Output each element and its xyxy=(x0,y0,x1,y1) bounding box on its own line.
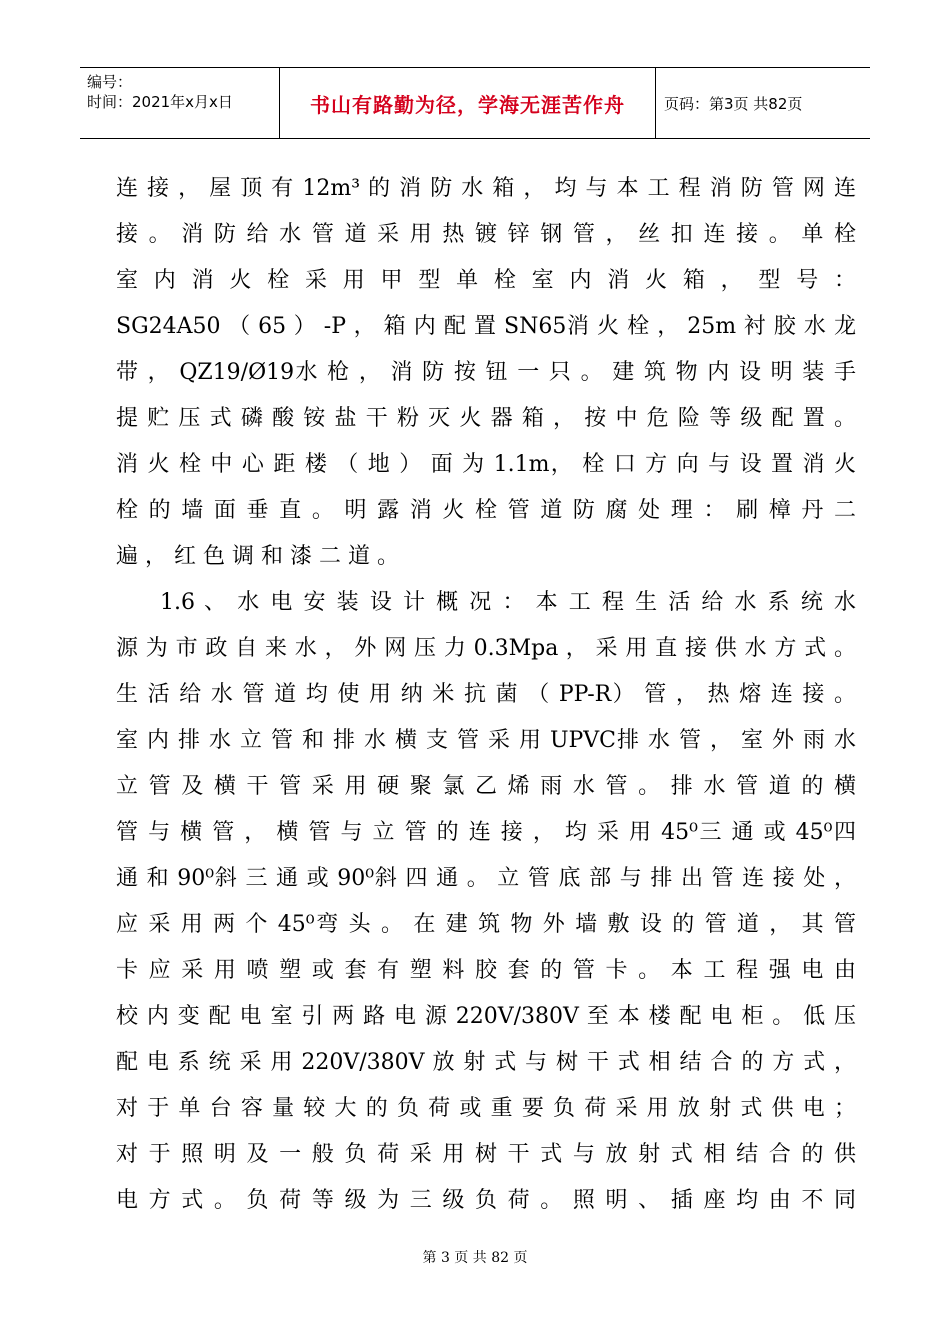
header-page-info: 页码：第3页 共82页 xyxy=(664,94,803,113)
body-line: 带 ， QZ19/Ø19水 枪 ， 消 防 按 钮 一 只 。 建 筑 物 内 设 明 装 手 xyxy=(116,360,856,385)
body-line: 提 贮 压 式 磷 酸 铵 盐 干 粉 灭 火 器 箱 ， 按 中 危 险 等 级 配 置 。 xyxy=(116,406,856,431)
body-line: 配 电 系 统 采 用 220V/380V 放 射 式 与 树 干 式 相 结 合 的 方 式 ， xyxy=(116,1050,856,1075)
body-line: 栓 的 墙 面 垂 直 。 明 露 消 火 栓 管 道 防 腐 处 理 ： 刷 樟 丹 二 xyxy=(116,498,856,523)
body-line: 立 管 及 横 干 管 采 用 硬 聚 氯 乙 烯 雨 水 管 。 排 水 管 道 的 横 xyxy=(116,774,856,799)
document-time-label: 时间：2021年x月x日 xyxy=(87,93,233,111)
document-number-label: 编号： xyxy=(87,73,133,91)
body-line: 消 火 栓 中 心 距 楼 （ 地 ） 面 为 1.1m， 栓 口 方 向 与 设 置 消 火 xyxy=(116,452,856,477)
body-line: 连 接 ， 屋 顶 有 12m³ 的 消 防 水 箱 ， 均 与 本 工 程 消 防 管 网 连 xyxy=(116,176,856,201)
page-header xyxy=(80,67,870,139)
body-line: 电 方 式 。 负 荷 等 级 为 三 级 负 荷 。 照 明 、 插 座 均 由 不 同 xyxy=(116,1188,856,1213)
body-line: 接 。 消 防 给 水 管 道 采 用 热 镀 锌 钢 管 ， 丝 扣 连 接 。 单 栓 xyxy=(116,222,856,247)
body-line: 对 于 照 明 及 一 般 负 荷 采 用 树 干 式 与 放 射 式 相 结 合 的 供 xyxy=(116,1142,856,1167)
body-line: 通 和 90⁰斜 三 通 或 90⁰斜 四 通 。 立 管 底 部 与 排 出 管 连 接 处 ， xyxy=(116,866,856,891)
body-line: 源 为 市 政 自 来 水 ， 外 网 压 力 0.3Mpa ， 采 用 直 接 供 水 方 式 。 xyxy=(116,636,856,661)
body-line: 应 采 用 两 个 45⁰弯 头 。 在 建 筑 物 外 墙 敷 设 的 管 道 ， 其 管 xyxy=(116,912,856,937)
body-line: 校 内 变 配 电 室 引 两 路 电 源 220V/380V 至 本 楼 配 电 柜 。 低 压 xyxy=(116,1004,856,1029)
body-line: 卡 应 采 用 喷 塑 或 套 有 塑 料 胶 套 的 管 卡 。 本 工 程 强 电 由 xyxy=(116,958,856,983)
body-line: 遍 ， 红 色 调 和 漆 二 道 。 xyxy=(116,544,399,569)
page-footer: 第 3 页 共 82 页 xyxy=(422,1250,528,1266)
body-line: 室 内 排 水 立 管 和 排 水 横 支 管 采 用 UPVC排 水 管 ， 室 外 雨 水 xyxy=(116,728,856,753)
header-meta xyxy=(80,68,280,138)
body-line: 管 与 横 管 ， 横 管 与 立 管 的 连 接 ， 均 采 用 45⁰三 通 或 45⁰四 xyxy=(116,820,856,845)
body-line: 1.6 、 水 电 安 装 设 计 概 况 ： 本 工 程 生 活 给 水 系 统 水 xyxy=(160,590,856,615)
document-body xyxy=(116,166,856,1224)
body-line: 生 活 给 水 管 道 均 使 用 纳 米 抗 菌 （ PP-R） 管 ， 热 熔 连 接 。 xyxy=(116,682,856,707)
header-motto: 书山有路勤为径，学海无涯苦作舟 xyxy=(280,68,656,138)
body-line: 对 于 单 台 容 量 较 大 的 负 荷 或 重 要 负 荷 采 用 放 射 式 供 电 ； xyxy=(116,1096,856,1121)
body-line: SG24A50 （ 65 ） -P ， 箱 内 配 置 SN65消 火 栓 ， 25m 衬 胶 水 龙 xyxy=(116,314,856,339)
body-line: 室 内 消 火 栓 采 用 甲 型 单 栓 室 内 消 火 箱 ， 型 号 ： xyxy=(116,268,856,293)
